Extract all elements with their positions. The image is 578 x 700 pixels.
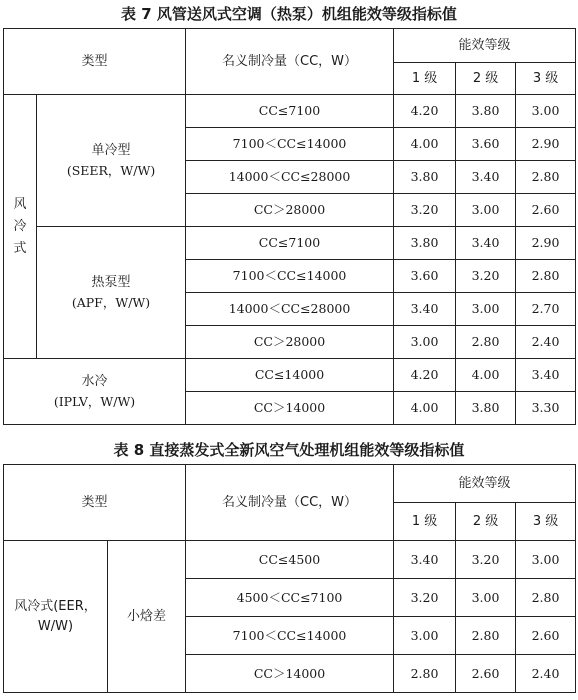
- table7-row-6-g1: 3.60: [394, 260, 456, 293]
- table7-row-4-g2: 3.00: [456, 194, 516, 227]
- table7-header-type: 类型: [4, 29, 186, 95]
- table8-row-2-range: 4500＜CC≤7100: [186, 579, 394, 617]
- table7-row-8-range: CC＞28000: [186, 326, 394, 359]
- table8-grade-2: 2 级: [456, 503, 516, 541]
- table7-row-5-range: CC≤7100: [186, 227, 394, 260]
- table7: [3, 28, 576, 425]
- table8-title: 表 8 直接蒸发式全新风空气处理机组能效等级指标值: [113, 441, 465, 459]
- table8-group-name: 风冷式(EER，: [14, 598, 97, 614]
- table7-sub-cool: [37, 95, 186, 227]
- table7-row-4-range: CC＞28000: [186, 194, 394, 227]
- table8-row-3-g1: 3.00: [394, 617, 456, 655]
- table8-row-2-g3: 2.80: [516, 579, 576, 617]
- table7-sub-cool-name: 单冷型: [91, 142, 131, 158]
- table8-row-1-range: CC≤4500: [186, 541, 394, 579]
- table8-header-capacity: 名义制冷量（CC，W）: [186, 465, 394, 541]
- table7-group-air: [4, 95, 37, 359]
- table7-row-6-g3: 2.80: [516, 260, 576, 293]
- table7-grade-1: 1 级: [394, 63, 456, 95]
- table7-grade-3: 3 级: [516, 63, 576, 95]
- table7-row-10-range: CC＞14000: [186, 392, 394, 425]
- table7-group-water: [4, 359, 186, 425]
- table7-row-4-g1: 3.20: [394, 194, 456, 227]
- table8-header-efficiency: 能效等级: [394, 465, 576, 503]
- table8-row-3-range: 7100＜CC≤14000: [186, 617, 394, 655]
- table8-sub: 小焓差: [108, 541, 186, 693]
- table7-row-1-range: CC≤7100: [186, 95, 394, 128]
- table7-row-1-g3: 3.00: [516, 95, 576, 128]
- table7-row-6-g2: 3.20: [456, 260, 516, 293]
- table7-row-2-range: 7100＜CC≤14000: [186, 128, 394, 161]
- table7-row-5-g2: 3.40: [456, 227, 516, 260]
- table7-row-6-range: 7100＜CC≤14000: [186, 260, 394, 293]
- table7-row-2-g3: 2.90: [516, 128, 576, 161]
- table7-row-9-range: CC≤14000: [186, 359, 394, 392]
- table7-sub-cool-unit: (SEER，W/W): [66, 162, 156, 178]
- table7-row-7-g1: 3.40: [394, 293, 456, 326]
- table8-grade-1: 1 级: [394, 503, 456, 541]
- table7-row-10-g2: 3.80: [456, 392, 516, 425]
- table7-row-3-g1: 3.80: [394, 161, 456, 194]
- table8-header-type: 类型: [4, 465, 186, 541]
- table7-row-7-g3: 2.70: [516, 293, 576, 326]
- table7-row-10-g3: 3.30: [516, 392, 576, 425]
- table7-header-capacity: 名义制冷量（CC，W）: [186, 29, 394, 95]
- table7-row-2-g1: 4.00: [394, 128, 456, 161]
- table8: [3, 464, 576, 693]
- table8-row-1-g3: 3.00: [516, 541, 576, 579]
- table8-row-4-g1: 2.80: [394, 655, 456, 693]
- table8-group: [4, 541, 108, 693]
- table7-row-8-g2: 2.80: [456, 326, 516, 359]
- table7-row-5-g3: 2.90: [516, 227, 576, 260]
- table7-row-1-g1: 4.20: [394, 95, 456, 128]
- table8-row-3-g2: 2.80: [456, 617, 516, 655]
- table8-row-4-g2: 2.60: [456, 655, 516, 693]
- table7-row-8-g1: 3.00: [394, 326, 456, 359]
- table7-row-3-g2: 3.40: [456, 161, 516, 194]
- table8-row-4-range: CC＞14000: [186, 655, 394, 693]
- table7-sub-heat-name: 热泵型: [91, 274, 131, 290]
- table7-grade-2: 2 级: [456, 63, 516, 95]
- table7-group-water-unit: (IPLV，W/W): [53, 393, 136, 409]
- table8-row-1-g2: 3.20: [456, 541, 516, 579]
- table7-row-2-g2: 3.60: [456, 128, 516, 161]
- table7-row-9-g3: 3.40: [516, 359, 576, 392]
- table8-row-4-g3: 2.40: [516, 655, 576, 693]
- table7-row-3-range: 14000＜CC≤28000: [186, 161, 394, 194]
- table8-row-2-g1: 3.20: [394, 579, 456, 617]
- table7-sub-heat-unit: (APF，W/W): [71, 294, 151, 310]
- table7-row-7-range: 14000＜CC≤28000: [186, 293, 394, 326]
- table7-row-1-g2: 3.80: [456, 95, 516, 128]
- table7-row-9-g1: 4.20: [394, 359, 456, 392]
- table7-group-water-name: 水冷: [81, 373, 108, 389]
- table8-row-3-g3: 2.60: [516, 617, 576, 655]
- table7-row-10-g1: 4.00: [394, 392, 456, 425]
- table7-row-9-g2: 4.00: [456, 359, 516, 392]
- table7-row-7-g2: 3.00: [456, 293, 516, 326]
- table8-group-unit: W/W): [37, 618, 74, 634]
- table7-row-4-g3: 2.60: [516, 194, 576, 227]
- table7-group-air-label: 风冷式: [13, 196, 27, 256]
- table7-header-efficiency: 能效等级: [394, 29, 576, 63]
- table7-row-8-g3: 2.40: [516, 326, 576, 359]
- table8-grade-3: 3 级: [516, 503, 576, 541]
- table7-row-3-g3: 2.80: [516, 161, 576, 194]
- table7-title: 表 7 风管送风式空调（热泵）机组能效等级指标值: [121, 5, 457, 23]
- table8-row-1-g1: 3.40: [394, 541, 456, 579]
- table7-row-5-g1: 3.80: [394, 227, 456, 260]
- table8-row-2-g2: 3.00: [456, 579, 516, 617]
- table7-sub-heat: [37, 227, 186, 359]
